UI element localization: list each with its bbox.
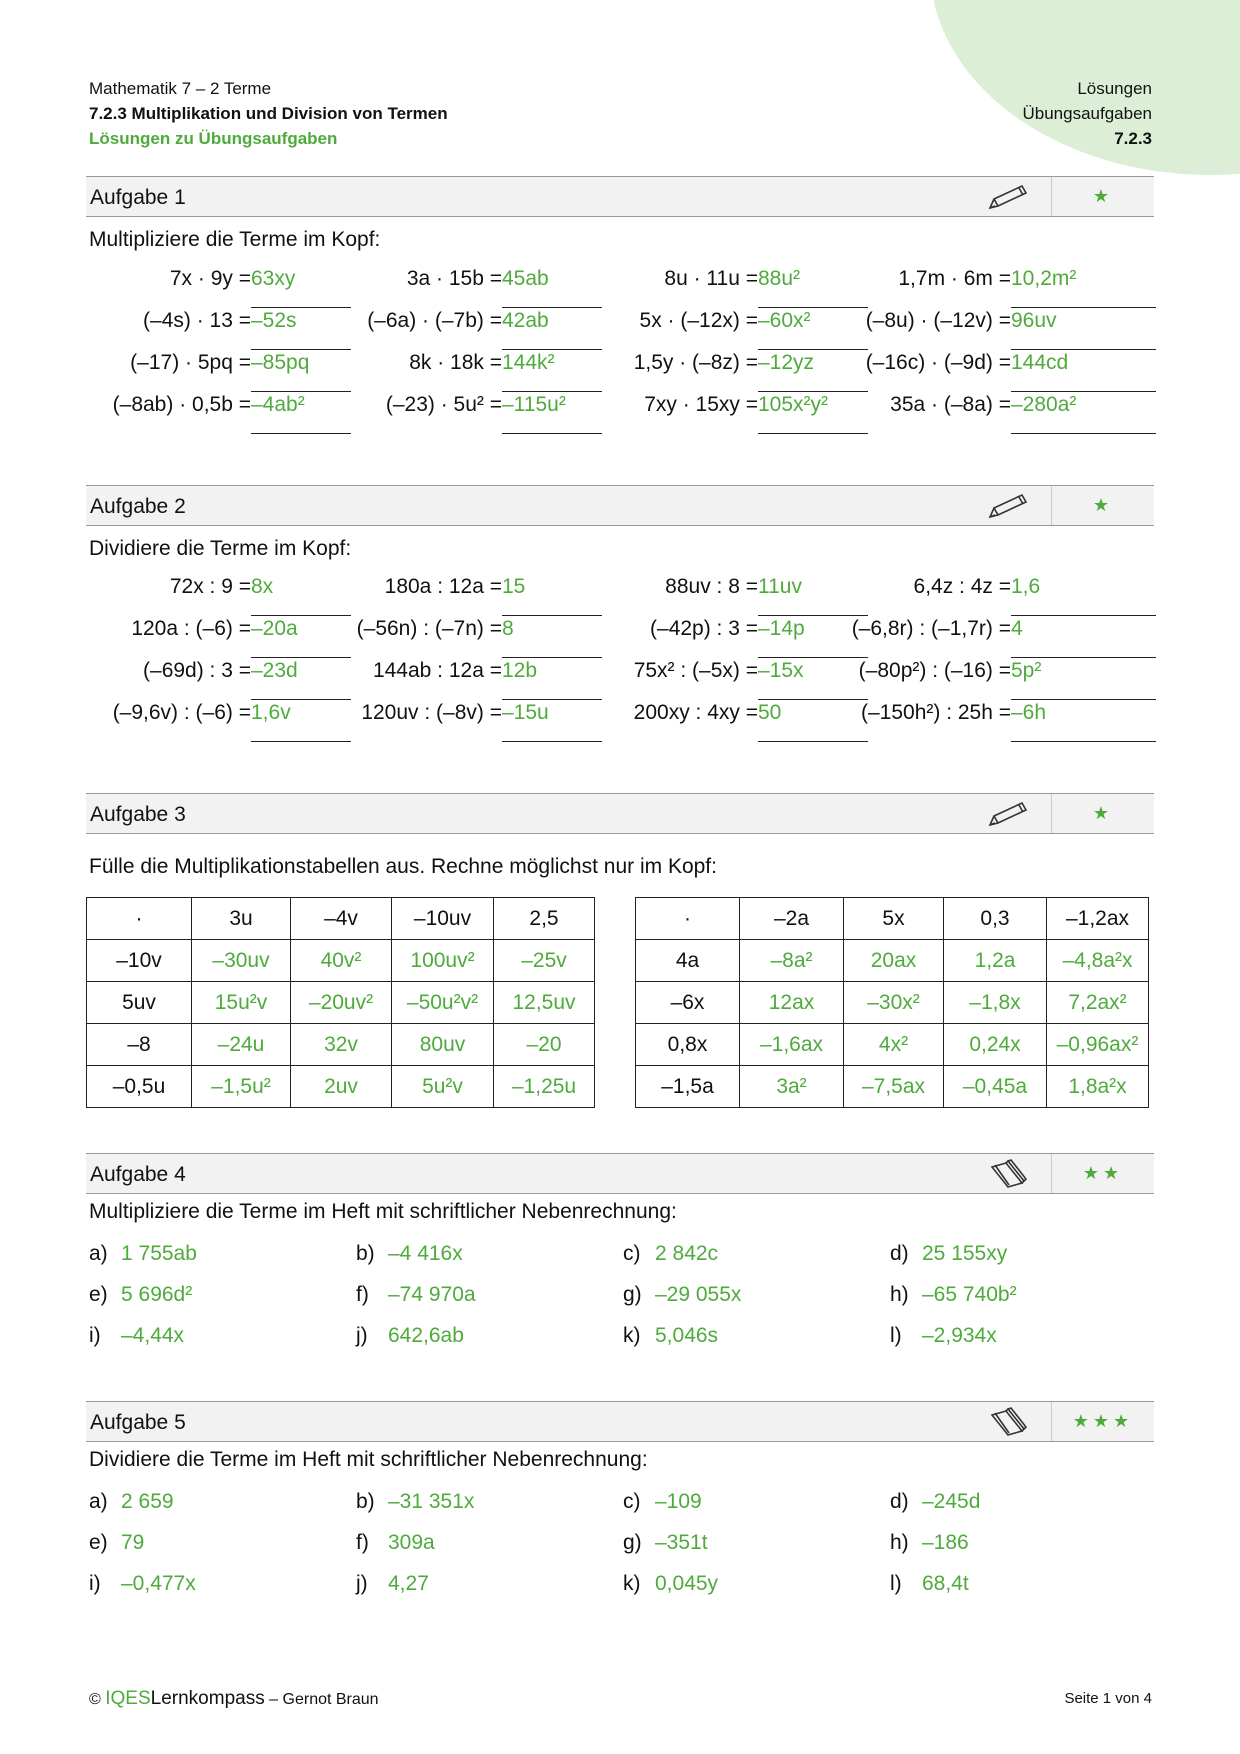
table-row [87,982,595,1024]
answer-value: 2 659 [121,1490,174,1513]
equation-term: 180a : 12a = [384,575,502,598]
header-right [1022,76,1152,151]
answer-value: –31 351x [388,1490,475,1513]
table-cell: 1,8a²x [1047,1066,1149,1108]
answer-value: –109 [655,1490,702,1513]
table-cell: 40v² [291,940,392,982]
answer-label: d) [890,1242,909,1265]
equation-term: (–23) · 5u² = [385,393,502,416]
table-cell: –1,6ax [740,1024,844,1066]
table-column-header: –1,2ax [1047,898,1149,940]
answer-item [623,1531,708,1555]
answer-label: e) [89,1531,108,1554]
equation-answer: –23d [251,659,351,700]
answer-item [890,1572,969,1596]
answer-label: a) [89,1242,108,1265]
table-cell: 20ax [844,940,944,982]
task5-title: Aufgabe 5 [90,1411,186,1434]
table-row [636,940,1149,982]
table-cell: –25v [494,940,595,982]
table-cell: 12,5uv [494,982,595,1024]
task4-instruction: Multipliziere die Terme im Heft mit schriftlicher Nebenrechnung: [89,1200,677,1223]
table-column-header: 5x [844,898,944,940]
answer-label: f) [356,1531,369,1554]
header-right-exercises: Übungsaufgaben [1022,104,1152,123]
equation-term: 72x : 9 = [169,575,251,598]
equation [0,393,1077,423]
answer-label: j) [356,1572,368,1595]
equation-answer: 1,6v [251,701,351,742]
answer-label: e) [89,1283,108,1306]
answer-label: a) [89,1490,108,1513]
table-column-header: –2a [740,898,844,940]
task4-header [86,1153,1154,1194]
table-cell: 7,2ax² [1047,982,1149,1024]
equation-term: (–42p) : 3 = [650,617,758,640]
answer-item [89,1242,197,1266]
task1-title: Aufgabe 1 [90,186,186,209]
equation-term: 8u · 11u = [664,267,758,290]
answer-label: i) [89,1324,101,1347]
equation-answer: 50 [758,701,868,742]
answer-value: 642,6ab [388,1324,464,1347]
answer-label: h) [890,1283,909,1306]
answer-item [890,1324,997,1348]
equation-term: 7xy · 15xy = [644,393,758,416]
equation-answer: 10,2m² [1011,267,1156,308]
table-cell: 1,2a [944,940,1047,982]
equation-answer: 96uv [1011,309,1156,350]
equation-term: (–8ab) · 0,5b = [112,393,251,416]
answer-label: f) [356,1283,369,1306]
equation-answer: –4ab² [251,393,351,434]
task3-header [86,793,1154,834]
answer-value: –245d [922,1490,981,1513]
task2-title: Aufgabe 2 [90,495,186,518]
table-cell: 15u²v [192,982,291,1024]
table-cell: 2uv [291,1066,392,1108]
equation-term: 88uv : 8 = [665,575,758,598]
task3-title: Aufgabe 3 [90,803,186,826]
table-cell: –1,25u [494,1066,595,1108]
answer-label: g) [623,1531,642,1554]
equation-term: (–16c) · (–9d) = [865,351,1011,374]
equation-answer: –20a [251,617,351,658]
answer-label: c) [623,1242,641,1265]
equation-answer: –115u² [502,393,602,434]
answer-item [623,1490,702,1514]
equation-answer: 88u² [758,267,868,308]
answer-value: 1 755ab [121,1242,197,1265]
subject-line: Mathematik 7 – 2 Terme [89,79,272,98]
answer-item [356,1572,429,1596]
table-cell: –30uv [192,940,291,982]
answer-value: 0,045y [655,1572,719,1595]
equation-term: (–4s) · 13 = [143,309,251,332]
table-row-header: –8 [87,1024,192,1066]
table-cell: 3a² [740,1066,844,1108]
answer-item [890,1531,969,1555]
table-column-header: 0,3 [944,898,1047,940]
equation-answer: 8x [251,575,351,616]
answer-value: 309a [388,1531,435,1554]
equation-answer: 42ab [502,309,602,350]
answer-item [89,1531,144,1555]
equation-answer: 45ab [502,267,602,308]
table-row-header: –10v [87,940,192,982]
answer-value: 79 [121,1531,145,1554]
table-row-header: –6x [636,982,740,1024]
answer-value: –65 740b² [922,1283,1017,1306]
task2-header [86,485,1154,526]
equation-term: (–8u) · (–12v) = [865,309,1011,332]
answer-value: 68,4t [922,1572,969,1595]
footer-brand [89,1688,379,1710]
answer-label: l) [890,1572,902,1595]
task2-stars: ★ [1092,495,1114,515]
answer-value: –2,934x [922,1324,997,1347]
equation-term: (–9,6v) : (–6) = [112,701,251,724]
equation-answer: 105x²y² [758,393,868,434]
equation-answer: 1,6 [1011,575,1156,616]
table-row [87,1024,595,1066]
answer-item [623,1572,718,1596]
task5-header [86,1401,1154,1442]
copyright-symbol: © [89,1691,101,1708]
equation-answer: 63xy [251,267,351,308]
table-cell: –4,8a²x [1047,940,1149,982]
page-number: Seite 1 von 4 [1064,1690,1152,1707]
equation-term: 6,4z : 4z = [913,575,1011,598]
logo-lernkompass: Lernkompass [150,1688,265,1709]
table-row-header: 4a [636,940,740,982]
task3-stars: ★ [1092,803,1114,823]
equation-answer: –280a² [1011,393,1156,434]
notebook-icon [986,1407,1030,1437]
answer-value: 2 842c [655,1242,719,1265]
answer-label: h) [890,1531,909,1554]
table-cell: 4x² [844,1024,944,1066]
table-cell: –1,5u² [192,1066,291,1108]
table-column-header: 2,5 [494,898,595,940]
table-corner-dot: · [87,898,192,940]
table-column-header: –4v [291,898,392,940]
answer-value: –74 970a [388,1283,476,1306]
equation-term: 120a : (–6) = [131,617,251,640]
task1-stars: ★ [1092,186,1114,206]
equation-term: 1,5y · (–8z) = [633,351,758,374]
equation-answer: 144k² [502,351,602,392]
answer-label: b) [356,1242,375,1265]
equation-term: 144ab : 12a = [372,659,502,682]
notebook-icon [986,1159,1030,1189]
task4-title: Aufgabe 4 [90,1163,186,1186]
equation-term: (–17) · 5pq = [130,351,251,374]
table-cell: –8a² [740,940,844,982]
equation-answer: 11uv [758,575,868,616]
equation-term: (–69d) : 3 = [143,659,251,682]
equation-answer: –12yz [758,351,868,392]
table-cell: –0,96ax² [1047,1024,1149,1066]
answer-item [89,1572,196,1596]
answer-item [356,1283,476,1307]
task2-instruction: Dividiere die Terme im Kopf: [89,537,352,560]
equation-term: 3a · 15b = [406,267,502,290]
table-cell: –24u [192,1024,291,1066]
logo-iqes: IQES [105,1688,151,1709]
answer-item [89,1324,184,1348]
answer-value: 4,27 [388,1572,429,1595]
equation-answer: –15u [502,701,602,742]
equation-term: 200xy : 4xy = [633,701,758,724]
equation [0,351,1069,381]
multiplication-table-2 [635,897,1149,1108]
author: – Gernot Braun [269,1691,379,1708]
pencil-icon [986,182,1030,212]
table-cell: 5u²v [392,1066,494,1108]
task3-instruction: Fülle die Multiplikationstabellen aus. Rechne möglichst nur im Kopf: [89,855,717,878]
equation [0,267,1077,297]
answer-value: –29 055x [655,1283,742,1306]
equation-answer: –15x [758,659,868,700]
answer-label: b) [356,1490,375,1513]
table-row-header: –1,5a [636,1066,740,1108]
answer-value: –4 416x [388,1242,463,1265]
table-row [636,1024,1149,1066]
equation [0,575,1041,605]
equation-term: 120uv : (–8v) = [361,701,502,724]
header-left [89,76,448,151]
table-row-header: 0,8x [636,1024,740,1066]
answer-item [890,1283,1017,1307]
equation-answer: –14p [758,617,868,658]
equation-answer: 4 [1011,617,1156,658]
answer-item [356,1531,435,1555]
equation-answer: 12b [502,659,602,700]
header-right-solutions: Lösungen [1077,79,1152,98]
answer-label: i) [89,1572,101,1595]
table-cell: –7,5ax [844,1066,944,1108]
answer-item [890,1490,980,1514]
equation-term: (–56n) : (–7n) = [356,617,502,640]
answer-label: j) [356,1324,368,1347]
answer-value: –186 [922,1531,969,1554]
equation-term: 8k · 18k = [409,351,502,374]
equation-term: (–6,8r) : (–1,7r) = [851,617,1011,640]
equation [0,701,1047,731]
table-row [87,940,595,982]
answer-label: k) [623,1572,641,1595]
equation-answer: 15 [502,575,602,616]
table-cell: –1,8x [944,982,1047,1024]
answer-value: 5,046s [655,1324,719,1347]
answer-value: –4,44x [121,1324,185,1347]
task5-instruction: Dividiere die Terme im Heft mit schriftlicher Nebenrechnung: [89,1448,648,1471]
answer-label: l) [890,1324,902,1347]
equation [0,309,1057,339]
equation-answer: –85pq [251,351,351,392]
equation-answer: 144cd [1011,351,1156,392]
answer-item [356,1242,463,1266]
answer-value: 5 696d² [121,1283,193,1306]
answer-value: 25 155xy [922,1242,1008,1265]
answer-item [89,1490,174,1514]
equation-answer: –6h [1011,701,1156,742]
table-row-header: 5uv [87,982,192,1024]
table-row-header: –0,5u [87,1066,192,1108]
table-cell: –50u²v² [392,982,494,1024]
table-cell: 80uv [392,1024,494,1066]
equation [0,659,1042,689]
table-row [87,1066,595,1108]
table-cell: –0,45a [944,1066,1047,1108]
answer-label: g) [623,1283,642,1306]
equation-term: (–80p²) : (–16) = [858,659,1011,682]
pencil-icon [986,799,1030,829]
table-row [636,1066,1149,1108]
table-cell: 32v [291,1024,392,1066]
answer-label: d) [890,1490,909,1513]
equation-term: 1,7m · 6m = [898,267,1011,290]
multiplication-table-1 [86,897,595,1108]
topic-title: 7.2.3 Multiplikation und Division von Termen [89,104,448,123]
table-row [636,982,1149,1024]
pencil-icon [986,491,1030,521]
task1-instruction: Multipliziere die Terme im Kopf: [89,228,381,251]
answer-item [623,1324,718,1348]
answer-value: –351t [655,1531,708,1554]
equation-term: 35a · (–8a) = [890,393,1011,416]
equation-term: 7x · 9y = [169,267,251,290]
header-right-number: 7.2.3 [1114,129,1152,148]
table-cell: –20 [494,1024,595,1066]
table-column-header: 3u [192,898,291,940]
answer-item [89,1283,192,1307]
equation-answer: –52s [251,309,351,350]
task1-header [86,176,1154,217]
answer-item [623,1242,718,1266]
answer-label: c) [623,1490,641,1513]
table-cell: 0,24x [944,1024,1047,1066]
answer-item [356,1490,474,1514]
table-cell: –20uv² [291,982,392,1024]
table-cell: 12ax [740,982,844,1024]
table-column-header: –10uv [392,898,494,940]
solutions-subtitle: Lösungen zu Übungsaufgaben [89,129,338,148]
table-cell: 100uv² [392,940,494,982]
answer-item [890,1242,1007,1266]
equation-answer: 5p² [1011,659,1156,700]
answer-label: k) [623,1324,641,1347]
answer-item [623,1283,741,1307]
equation-answer: –60x² [758,309,868,350]
table-cell: –30x² [844,982,944,1024]
answer-item [356,1324,464,1348]
equation-answer: 8 [502,617,602,658]
equation-term: 75x² : (–5x) = [633,659,758,682]
task4-stars: ★★ [1082,1163,1124,1183]
table-corner-dot: · [636,898,740,940]
equation-term: (–6a) · (–7b) = [367,309,502,332]
equation [0,617,1023,647]
answer-value: –0,477x [121,1572,196,1595]
equation-term: 5x · (–12x) = [639,309,758,332]
task5-stars: ★★★ [1072,1411,1134,1431]
equation-term: (–150h²) : 25h = [860,701,1011,724]
